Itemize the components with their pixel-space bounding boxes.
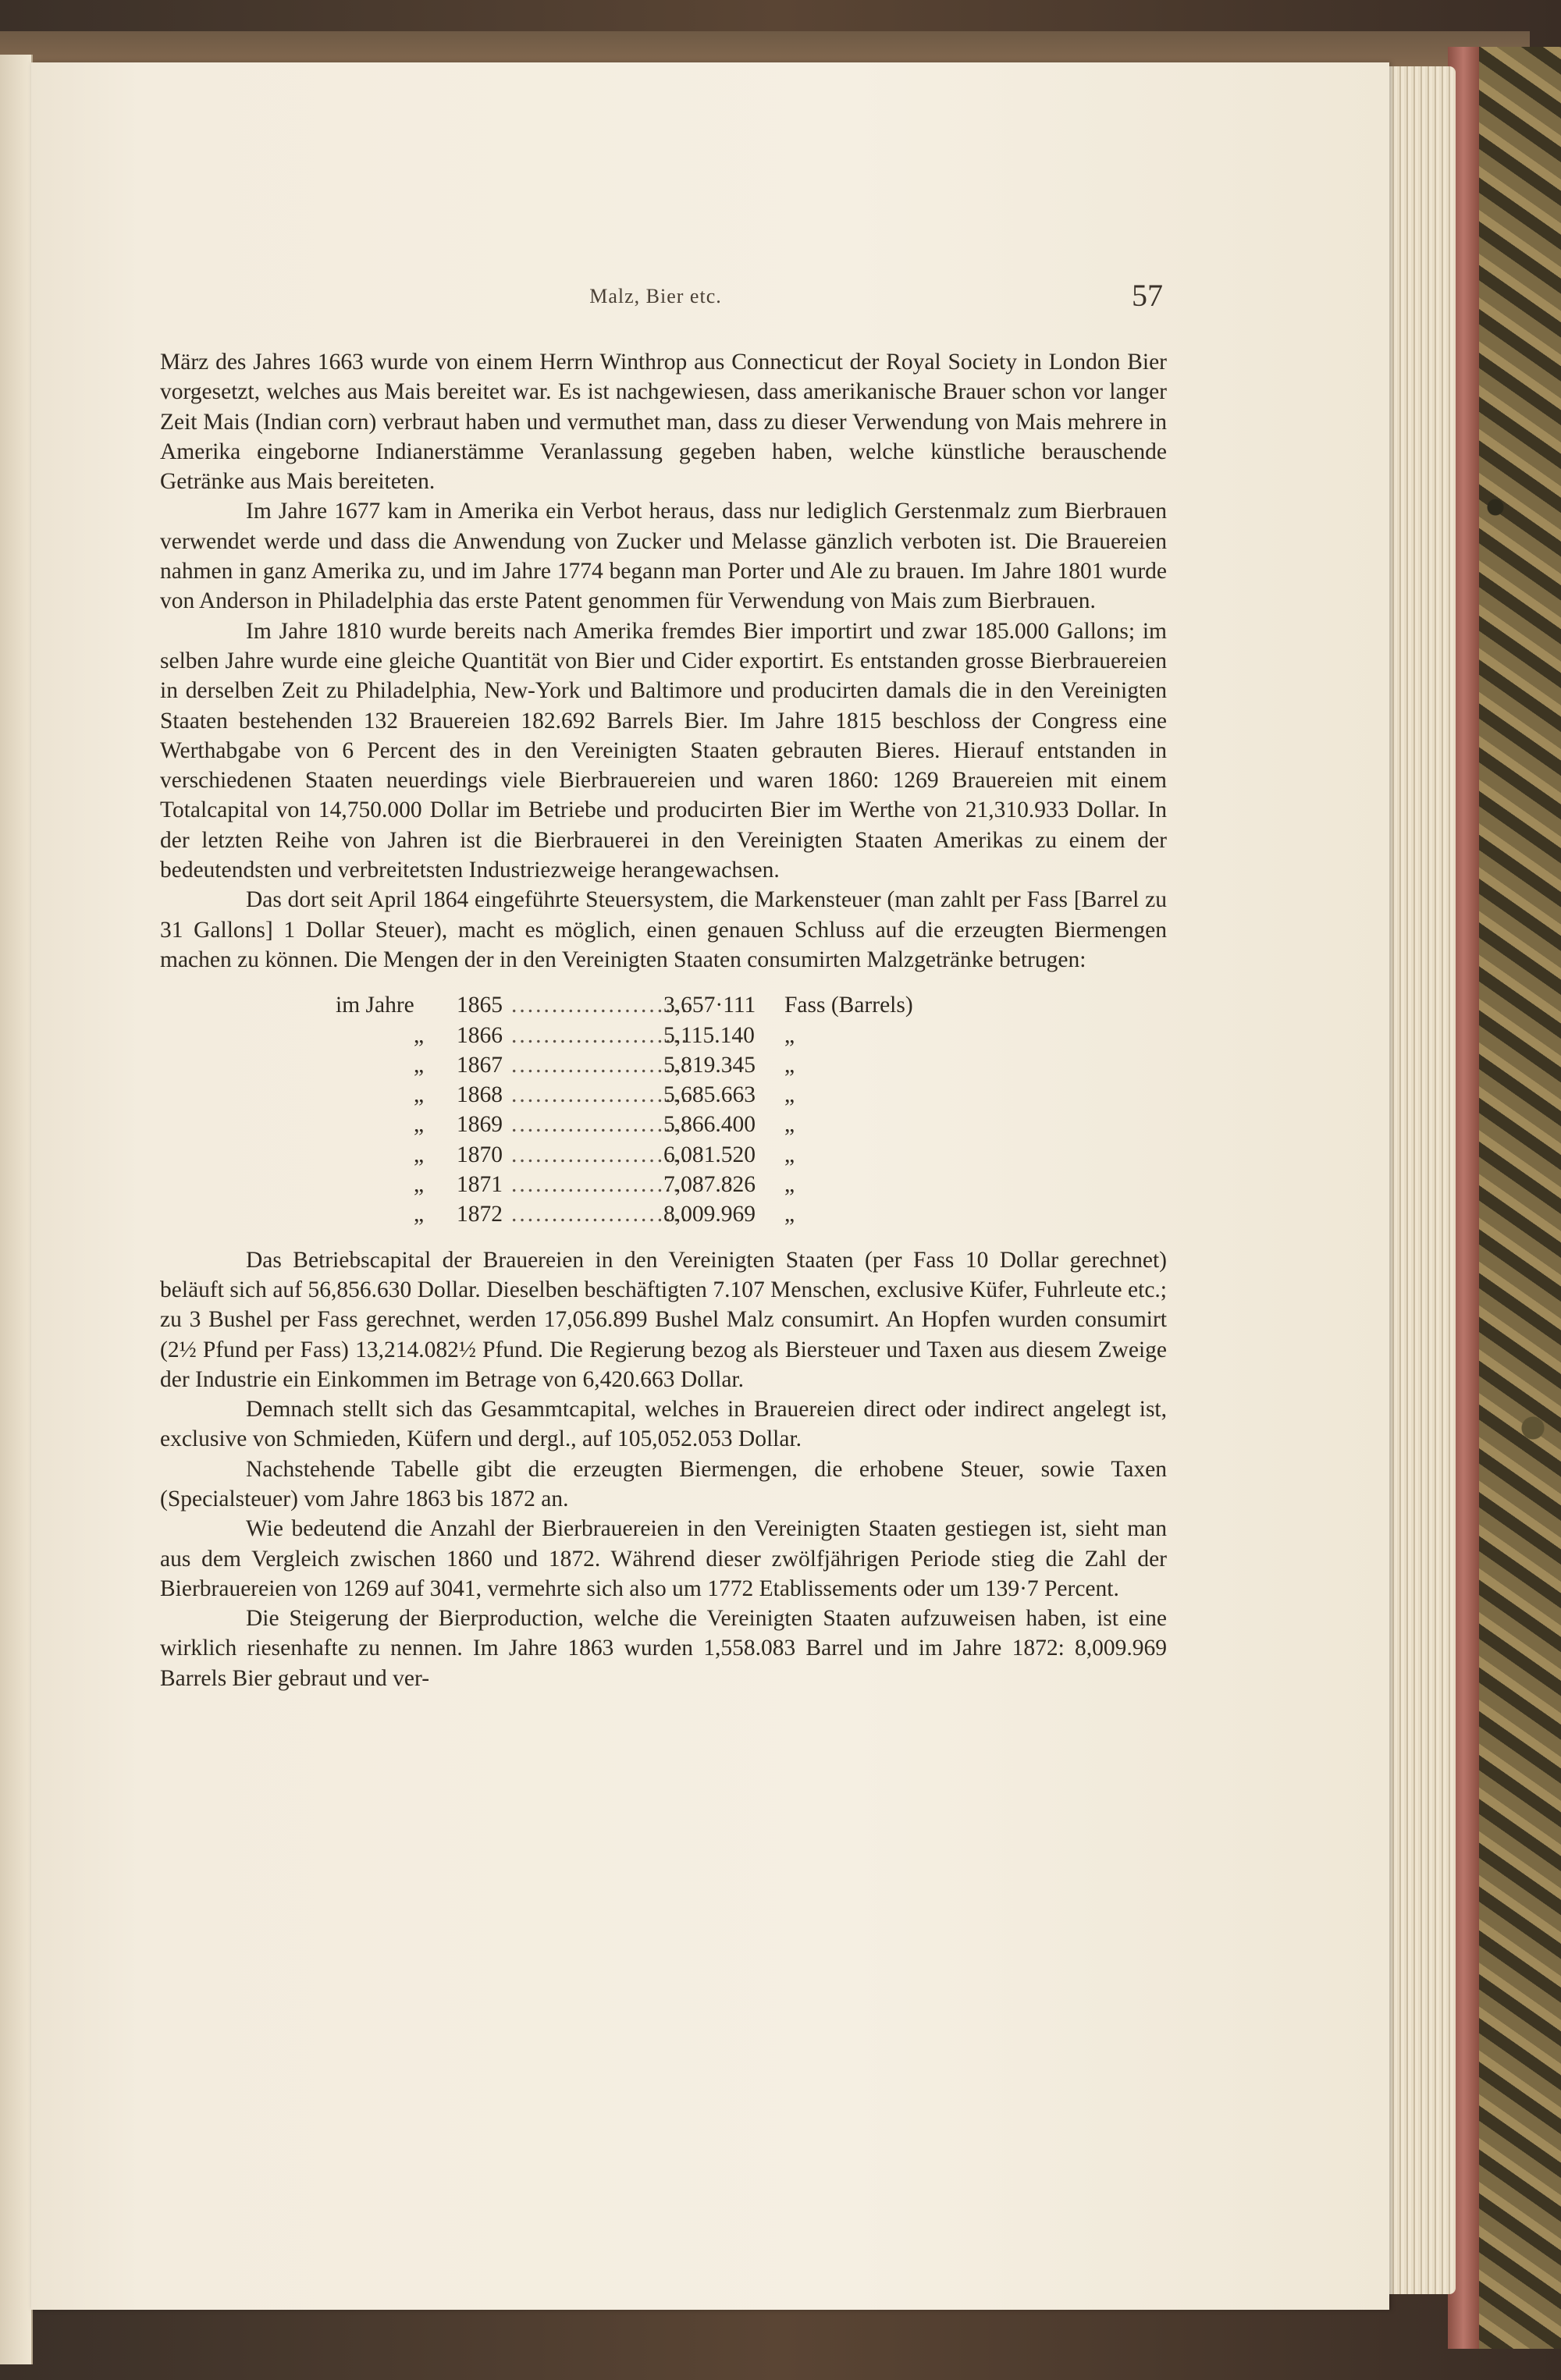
table-year: 1869 bbox=[457, 1112, 503, 1138]
ditto-mark: „ bbox=[784, 1202, 795, 1227]
table-year: 1867 bbox=[457, 1052, 503, 1078]
table-row bbox=[336, 1050, 1116, 1080]
paragraph: März des Jahres 1663 wurde von einem Herrn Winthrop aus Connecticut der Royal Society in London Bier vorgesetzt, welches aus Mais bereitet war. Es ist nachgewiesen, dass amerikanische Brauer schon vor langer Zeit Mais (Indian corn) verbraut haben und vermuthet man, dass zu dieser Verwendung von Mais mehrere in Amerika eingeborne Indianerstämme Veranlassung gegeben haben, welche künstliche berauschende Getränke aus Mais bereiteten. bbox=[160, 350, 1167, 495]
table-row bbox=[336, 1021, 1116, 1050]
paragraph: Die Steigerung der Bierproduction, welche die Vereinigten Staaten aufzuweisen haben, ist eine wirklich riesenhafte zu nennen. Im Jahre 1863 wurden 1,558.083 Barrel und im Jahre 1872: 8,009.969 Barrels Bier gebraut und ver- bbox=[160, 1606, 1167, 1691]
table-unit: Fass (Barrels) bbox=[784, 993, 913, 1018]
ditto-mark: „ bbox=[414, 1172, 425, 1198]
leader-dots: ...................... bbox=[511, 1172, 690, 1198]
table-value: 8,009.969 bbox=[663, 1202, 756, 1227]
leader-dots: ...................... bbox=[511, 993, 690, 1018]
table-value: 5,819.345 bbox=[663, 1052, 756, 1078]
ditto-mark: „ bbox=[784, 1142, 795, 1167]
paragraph: Wie bedeutend die Anzahl der Bierbrauereien in den Vereinigten Staaten gestiegen ist, sieht man aus dem Vergleich zwischen 1860 und 1872. Während dieser zwölfjährigen Periode stieg die Zahl der Bierbrauereien von 1269 auf 3041, vermehrte sich also um 1772 Etablissements oder um 139·7 Percent. bbox=[160, 1516, 1167, 1601]
paragraph: Das Betriebscapital der Brauereien in den Vereinigten Staaten (per Fass 10 Dollar gerechnet) beläuft sich auf 56,856.630 Dollar. Dieselben beschäftigten 7.107 Menschen, exclusive Küfer, Fuhrleute etc.; zu 3 Bushel per Fass gerechnet, werden 17,056.899 Bushel Malz consumirt. An Hopfen wurden consumirt (2½ Pfund per Fass) 13,214.082½ Pfund. Die Regierung bezog als Biersteuer und Taxen aus diesem Zweige der Industrie ein Einkommen im Betrage von 6,420.663 Dollar. bbox=[160, 1247, 1167, 1392]
leader-dots: ...................... bbox=[511, 1052, 690, 1078]
leader-dots: ...................... bbox=[511, 1112, 690, 1138]
table-value: 7,087.826 bbox=[663, 1172, 756, 1198]
marbled-cover bbox=[1467, 47, 1561, 2349]
ditto-mark: „ bbox=[414, 1082, 425, 1108]
ditto-mark: „ bbox=[414, 1022, 425, 1048]
facing-page-edge bbox=[0, 55, 33, 2364]
table-row bbox=[336, 1170, 1116, 1199]
table-value: 3,657·111 bbox=[663, 993, 756, 1018]
ditto-mark: „ bbox=[414, 1142, 425, 1167]
ditto-mark: „ bbox=[784, 1112, 795, 1138]
ditto-mark: „ bbox=[784, 1082, 795, 1108]
table-value: 5,866.400 bbox=[663, 1112, 756, 1138]
table-year: 1872 bbox=[457, 1202, 503, 1227]
leader-dots: ...................... bbox=[511, 1022, 690, 1048]
ditto-mark: „ bbox=[414, 1202, 425, 1227]
table-year: 1870 bbox=[457, 1142, 503, 1167]
page-number: 57 bbox=[1132, 278, 1163, 313]
ditto-mark: „ bbox=[414, 1112, 425, 1138]
paragraph: Nachstehende Tabelle gibt die erzeugten Biermengen, die erhobene Steuer, sowie Taxen (Specialsteuer) vom Jahre 1863 bis 1872 an. bbox=[160, 1456, 1167, 1511]
leader-dots: ...................... bbox=[511, 1202, 690, 1227]
page-body bbox=[160, 347, 1167, 1693]
paragraph: Im Jahre 1677 kam in Amerika ein Verbot heraus, dass nur lediglich Gerstenmalz zum Bierbrauen verwendet werde und dass die Anwendung von Zucker und Melasse gänzlich verboten ist. Die Brauereien nahmen in ganz Amerika zu, und im Jahre 1774 begann man Porter und Ale zu brauen. Im Jahre 1801 wurde von Anderson in Philadelphia das erste Patent genommen für Verwendung von Mais zum Bierbrauen. bbox=[160, 499, 1167, 614]
table-year: 1871 bbox=[457, 1172, 503, 1198]
table-value: 5,685.663 bbox=[663, 1082, 756, 1108]
table-year: 1868 bbox=[457, 1082, 503, 1108]
paragraph: Im Jahre 1810 wurde bereits nach Amerika fremdes Bier importirt und zwar 185.000 Gallons; im selben Jahre wurde eine gleiche Quantität von Bier und Cider exportirt. Es entstanden grosse Bierbrauereien in derselben Zeit zu Philadelphia, New-York und Baltimore und producirten damals die in den Vereinigten Staaten bestehenden 132 Brauereien 182.692 Barrels Bier. Im Jahre 1815 beschloss der Congress eine Werthabgabe von 6 Percent des in den Vereinigten Staaten gebrauten Bieres. Hierauf entstanden in verschiedenen Staaten neuerdings viele Bierbrauereien und waren 1860: 1269 Brauereien mit einem Totalcapital von 14,750.000 Dollar im Betriebe und producirten Bier im Werthe von 21,310.933 Dollar. In der letzten Reihe von Jahren ist die Bierbrauerei in den Vereinigten Staaten Amerikas zu einem der bedeutendsten und verbreitetsten Industriezweige herangewachsen. bbox=[160, 618, 1167, 883]
ditto-mark: „ bbox=[414, 1052, 425, 1078]
table-row bbox=[336, 1080, 1116, 1110]
table-row bbox=[336, 1110, 1116, 1139]
leader-dots: ...................... bbox=[511, 1082, 690, 1108]
table-value: 5,115.140 bbox=[663, 1022, 755, 1048]
table-year: 1865 bbox=[457, 993, 503, 1018]
table-year: 1866 bbox=[457, 1022, 503, 1048]
ditto-mark: „ bbox=[784, 1022, 795, 1048]
page-header bbox=[148, 277, 1163, 324]
leader-dots: ...................... bbox=[511, 1142, 690, 1167]
paragraph: Demnach stellt sich das Gesammtcapital, welches in Brauereien direct oder indirect angelegt ist, exclusive von Schmieden, Küfern und dergl., auf 105,052.053 Dollar. bbox=[160, 1397, 1167, 1452]
paragraph: Das dort seit April 1864 eingeführte Steuersystem, die Markensteuer (man zahlt per Fass [Barrel zu 31 Gallons] 1 Dollar Steuer), macht es möglich, einen genauen Schluss auf die erzeugten Biermengen machen zu können. Die Mengen der in den Vereinigten Staaten consumirten Malzgetränke betrugen: bbox=[160, 887, 1167, 972]
table-row bbox=[336, 1140, 1116, 1170]
table-row bbox=[336, 990, 1116, 1020]
table-label: im Jahre bbox=[336, 993, 414, 1018]
running-title: Malz, Bier etc. bbox=[589, 285, 722, 307]
consumption-table bbox=[336, 990, 1116, 1229]
table-row bbox=[336, 1199, 1116, 1229]
ditto-mark: „ bbox=[784, 1052, 795, 1078]
table-value: 6,081.520 bbox=[663, 1142, 756, 1167]
ditto-mark: „ bbox=[784, 1172, 795, 1198]
